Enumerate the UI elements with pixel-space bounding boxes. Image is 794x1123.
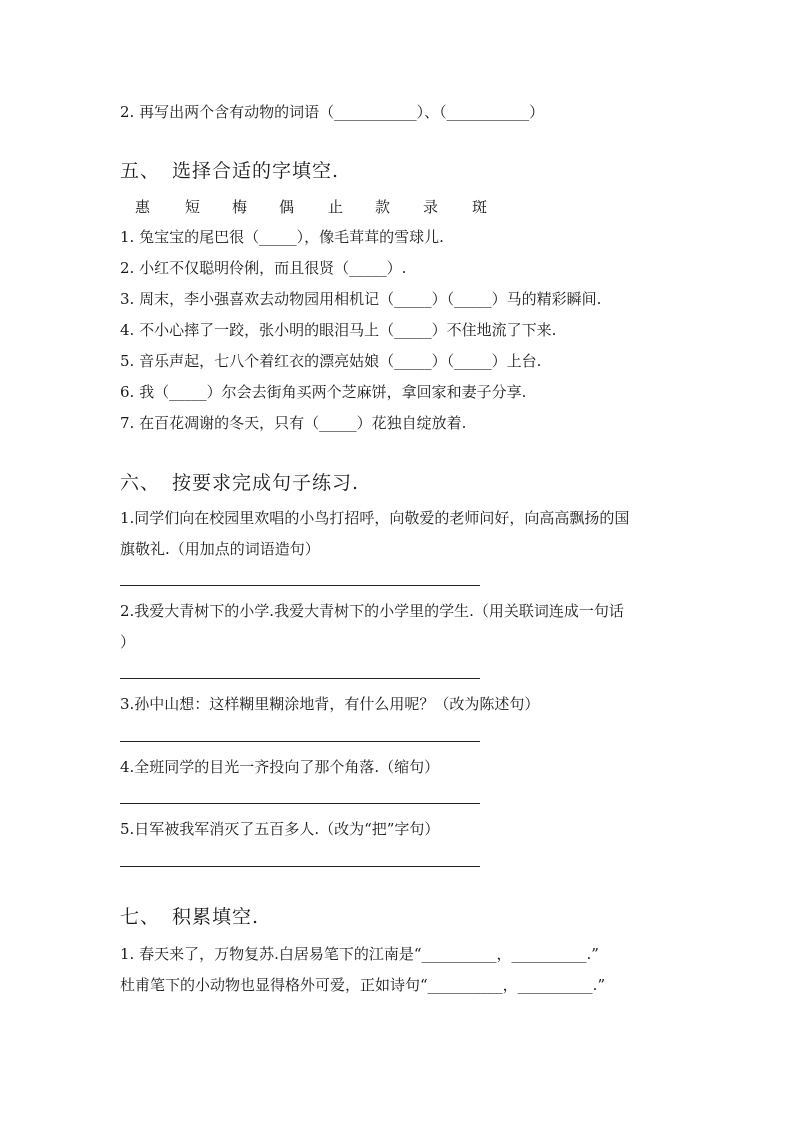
char-option: 斑 — [472, 198, 488, 216]
section6-question-5: 5.日军被我军消灭了五百多人.（改为“把”字句） — [120, 820, 440, 838]
section5-item: 2. 小红不仅聪明伶俐，而且很贤（_____）. — [120, 259, 407, 277]
section7-line-2: 杜甫笔下的小动物也显得格外可爱，正如诗句“__________，__________.” — [120, 976, 606, 994]
section5-item: 3. 周末，李小强喜欢去动物园用相机记（_____）（_____）马的精彩瞬间. — [120, 290, 602, 308]
section6-question-4: 4.全班同学的目光一齐投向了那个角落.（缩句） — [120, 758, 440, 776]
section5-title: 选择合适的字填空. — [172, 160, 340, 182]
section5-item: 6. 我（_____）尔会去街角买两个芝麻饼，拿回家和妻子分享. — [120, 383, 527, 401]
char-option: 录 — [423, 198, 439, 216]
section5-number: 五、 — [120, 160, 161, 182]
char-option: 短 — [185, 198, 201, 216]
answer-line[interactable] — [120, 585, 480, 586]
section6-question-3: 3.孙中山想：这样糊里糊涂地背，有什么用呢？（改为陈述句） — [120, 695, 540, 713]
section5-heading — [120, 158, 339, 184]
section6-heading — [120, 470, 359, 496]
answer-line[interactable] — [120, 803, 480, 804]
char-option: 款 — [375, 198, 391, 216]
section6-number: 六、 — [120, 472, 161, 494]
section5-item: 5. 音乐声起，七八个着红衣的漂亮姑娘（_____）（_____）上台. — [120, 352, 542, 370]
answer-line[interactable] — [120, 678, 480, 679]
section7-title: 积累填空. — [172, 906, 260, 928]
section6-question-1-cont: 旗敬礼.（用加点的词语造句） — [120, 540, 320, 558]
prev-question-2: 2. 再写出两个含有动物的词语（___________）、（___________） — [120, 103, 545, 121]
section6-question-1: 1.同学们向在校园里欢唱的小鸟打招呼，向敬爱的老师问好，向高高飘扬的国 — [120, 509, 630, 527]
char-option: 惠 — [135, 198, 151, 216]
section5-item: 1. 兔宝宝的尾巴很（_____），像毛茸茸的雪球儿. — [120, 228, 444, 246]
char-option: 偶 — [279, 198, 295, 216]
section7-line-1: 1. 春天来了，万物复苏.白居易笔下的江南是“__________，__________.” — [120, 945, 599, 963]
section5-item: 7. 在百花凋谢的冬天，只有（_____）花独自绽放着. — [120, 414, 467, 432]
section7-heading — [120, 904, 259, 930]
section6-title: 按要求完成句子练习. — [172, 472, 360, 494]
answer-line[interactable] — [120, 741, 480, 742]
section7-number: 七、 — [120, 906, 161, 928]
section6-question-2: 2.我爱大青树下的小学.我爱大青树下的小学里的学生.（用关联词连成一句话 — [120, 602, 624, 620]
section6-question-2-cont: ） — [120, 633, 136, 651]
section5-item: 4. 不小心摔了一跤，张小明的眼泪马上（_____）不住地流了下来. — [120, 321, 557, 339]
char-option: 梅 — [232, 198, 248, 216]
char-option: 止 — [328, 198, 344, 216]
answer-line[interactable] — [120, 866, 480, 867]
